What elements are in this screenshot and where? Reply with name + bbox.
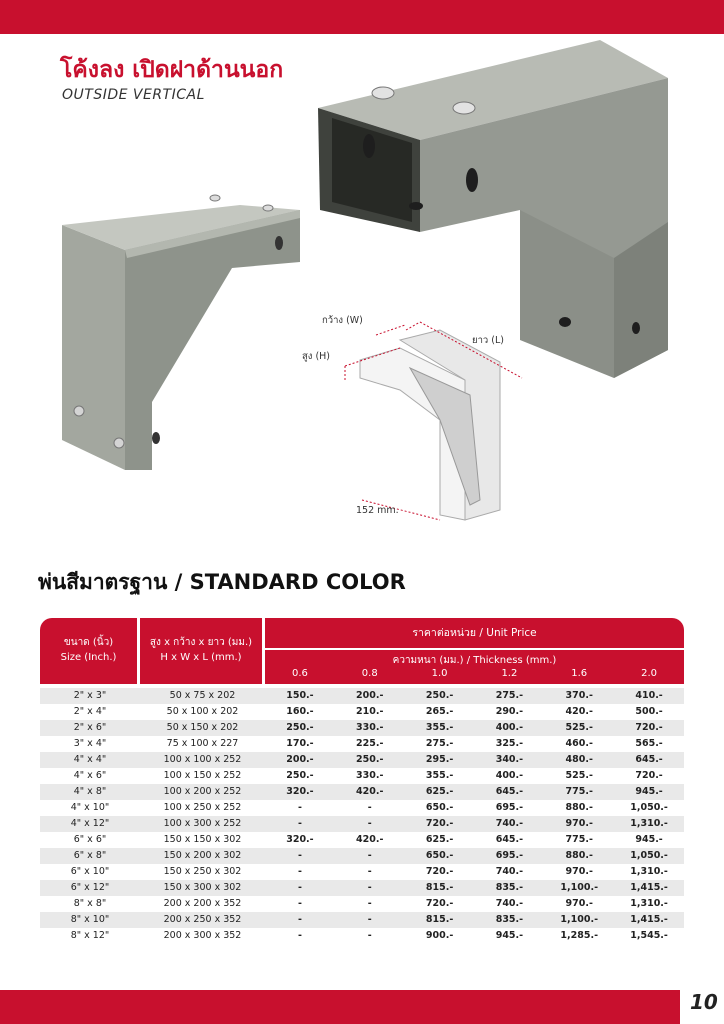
cell-price: 420.- [565, 706, 593, 717]
cell-price: 160.- [286, 706, 314, 717]
cell-price: 815.- [425, 914, 454, 925]
cell-price: 880.- [565, 850, 593, 861]
thickness-col: 0.6 [291, 668, 308, 679]
cell-dimension: 100 x 250 x 252 [163, 802, 242, 813]
thickness-col: 1.2 [501, 668, 518, 679]
table-row [40, 912, 684, 928]
cell-dimension: 50 x 75 x 202 [169, 690, 236, 701]
cell-price: - [297, 882, 302, 893]
cell-size: 4" x 10" [70, 802, 110, 813]
cell-price: 330.- [356, 722, 384, 733]
cell-price: 1,415.- [630, 914, 668, 925]
cell-price: - [367, 818, 372, 829]
cell-price: 200.- [356, 690, 384, 701]
table-row [40, 736, 684, 752]
cell-price: 340.- [495, 754, 524, 765]
cell-dimension: 150 x 150 x 302 [163, 834, 242, 845]
cell-price: 720.- [425, 898, 454, 909]
cell-price: 210.- [356, 706, 384, 717]
header-thickness [265, 650, 684, 684]
cell-price: 1,415.- [630, 882, 668, 893]
cell-price: - [297, 898, 302, 909]
cell-price: 275.- [495, 690, 524, 701]
cell-price: 645.- [495, 786, 524, 797]
cell-size: 2" x 3" [73, 690, 107, 701]
section-title: พ่นสีมาตรฐาน / STANDARD COLOR [38, 570, 406, 594]
cell-dimension: 200 x 250 x 352 [163, 914, 242, 925]
price-table [40, 618, 684, 944]
page-number: 10 [690, 990, 718, 1014]
cell-price: 565.- [635, 738, 663, 749]
cell-price: 720.- [635, 722, 663, 733]
cell-size: 4" x 8" [73, 786, 107, 797]
table-row [40, 880, 684, 896]
cell-dimension: 50 x 100 x 202 [166, 706, 239, 717]
cell-price: 400.- [495, 770, 524, 781]
cell-price: 1,050.- [630, 802, 668, 813]
cell-price: 740.- [495, 866, 524, 877]
header-dim-en: H x W x L (mm.) [160, 652, 242, 663]
cell-price: - [297, 914, 302, 925]
cell-price: 740.- [495, 818, 524, 829]
cell-price: 250.- [425, 690, 454, 701]
cell-price: 1,545.- [630, 930, 668, 941]
cell-price: 370.- [565, 690, 593, 701]
bottom-banner [0, 990, 680, 1024]
label-length: ยาว (L) [472, 335, 504, 346]
cell-price: 250.- [286, 770, 314, 781]
cell-price: 290.- [495, 706, 524, 717]
cell-price: 740.- [495, 898, 524, 909]
table-body [40, 688, 684, 944]
cell-price: 720.- [425, 866, 454, 877]
table-row [40, 864, 684, 880]
table-row [40, 832, 684, 848]
header-size-th: ขนาด (นิ้ว) [63, 637, 114, 648]
header-size-en: Size (Inch.) [60, 652, 117, 663]
cell-price: 250.- [286, 722, 314, 733]
cell-price: 150.- [286, 690, 314, 701]
cell-price: 945.- [635, 834, 663, 845]
cell-dimension: 150 x 200 x 302 [163, 850, 242, 861]
cell-price: 720.- [635, 770, 663, 781]
cell-size: 2" x 4" [73, 706, 107, 717]
label-height: สูง (H) [302, 351, 331, 362]
product-photo-small [62, 195, 300, 470]
cell-size: 8" x 10" [70, 914, 110, 925]
header-thickness-title: ความหนา (มม.) / Thickness (mm.) [392, 655, 557, 666]
cell-price: 250.- [356, 754, 384, 765]
cell-dimension: 150 x 300 x 302 [163, 882, 242, 893]
cell-size: 4" x 6" [73, 770, 107, 781]
page-title-en: OUTSIDE VERTICAL [62, 87, 205, 103]
cell-size: 4" x 12" [70, 818, 110, 829]
thickness-col: 1.0 [431, 668, 448, 679]
cell-price: - [367, 898, 372, 909]
cell-price: 645.- [635, 754, 663, 765]
cell-price: 265.- [425, 706, 454, 717]
table-row [40, 688, 684, 704]
cell-price: 695.- [495, 802, 524, 813]
cell-price: - [367, 882, 372, 893]
cell-price: 1,050.- [630, 850, 668, 861]
label-dimension: 152 mm. [356, 505, 399, 516]
cell-price: - [367, 850, 372, 861]
table-row [40, 928, 684, 944]
table-row [40, 800, 684, 816]
cell-price: 650.- [425, 802, 454, 813]
cell-price: 320.- [286, 786, 314, 797]
table-row [40, 768, 684, 784]
cell-price: 500.- [635, 706, 663, 717]
header-dimension [140, 618, 262, 684]
cell-price: - [367, 802, 372, 813]
cell-size: 8" x 8" [73, 898, 107, 909]
cell-price: 1,100.- [560, 882, 599, 893]
cell-price: 295.- [425, 754, 454, 765]
cell-price: 1,310.- [630, 818, 668, 829]
product-photo-large [318, 40, 668, 378]
cell-price: 900.- [425, 930, 454, 941]
cell-price: 945.- [495, 930, 524, 941]
cell-price: 775.- [565, 834, 593, 845]
cell-size: 3" x 4" [73, 738, 107, 749]
cell-price: 775.- [565, 786, 593, 797]
cell-price: 1,310.- [630, 898, 668, 909]
cell-size: 4" x 4" [73, 754, 107, 765]
cell-price: 835.- [495, 882, 524, 893]
cell-price: 525.- [565, 722, 593, 733]
cell-price: 1,285.- [560, 930, 599, 941]
cell-dimension: 100 x 200 x 252 [163, 786, 242, 797]
table-row [40, 896, 684, 912]
cell-price: 970.- [565, 866, 593, 877]
cell-price: 970.- [565, 898, 593, 909]
cell-price: 355.- [425, 770, 454, 781]
cell-price: - [367, 866, 372, 877]
cell-price: 400.- [495, 722, 524, 733]
label-width: กว้าง (W) [322, 315, 363, 326]
cell-price: 420.- [356, 786, 384, 797]
thickness-columns [265, 668, 684, 679]
cell-dimension: 50 x 150 x 202 [166, 722, 239, 733]
table-header [40, 618, 684, 684]
cell-price: - [297, 866, 302, 877]
cell-price: 170.- [286, 738, 314, 749]
cell-dimension: 200 x 200 x 352 [163, 898, 242, 909]
cell-dimension: 100 x 100 x 252 [163, 754, 242, 765]
header-size [40, 618, 137, 684]
cell-size: 6" x 6" [73, 834, 107, 845]
cell-price: 525.- [565, 770, 593, 781]
cell-price: 650.- [425, 850, 454, 861]
cell-price: 325.- [495, 738, 524, 749]
cell-price: 275.- [425, 738, 454, 749]
page-title-th: โค้งลง เปิดฝาด้านนอก [60, 57, 284, 83]
cell-price: 420.- [356, 834, 384, 845]
cell-price: - [297, 802, 302, 813]
cell-size: 2" x 6" [73, 722, 107, 733]
cell-price: 1,100.- [560, 914, 599, 925]
table-row [40, 704, 684, 720]
cell-size: 6" x 10" [70, 866, 110, 877]
cell-price: 625.- [425, 834, 454, 845]
cell-price: 720.- [425, 818, 454, 829]
cell-size: 6" x 12" [70, 882, 110, 893]
cell-price: 480.- [565, 754, 593, 765]
cell-price: - [367, 914, 372, 925]
cell-price: - [297, 930, 302, 941]
cell-price: 880.- [565, 802, 593, 813]
cell-price: 355.- [425, 722, 454, 733]
cell-dimension: 100 x 300 x 252 [163, 818, 242, 829]
cell-dimension: 150 x 250 x 302 [163, 866, 242, 877]
cell-price: 835.- [495, 914, 524, 925]
cell-price: 625.- [425, 786, 454, 797]
table-row [40, 784, 684, 800]
cell-price: 970.- [565, 818, 593, 829]
cell-price: - [297, 818, 302, 829]
cell-price: 200.- [286, 754, 314, 765]
cell-size: 6" x 8" [73, 850, 107, 861]
table-row [40, 752, 684, 768]
cell-dimension: 75 x 100 x 227 [166, 738, 239, 749]
cell-price: 645.- [495, 834, 524, 845]
table-row [40, 720, 684, 736]
cell-price: 320.- [286, 834, 314, 845]
thickness-col: 1.6 [571, 668, 588, 679]
cell-dimension: 100 x 150 x 252 [163, 770, 242, 781]
table-row [40, 848, 684, 864]
cell-price: - [297, 850, 302, 861]
dimension-diagram [345, 322, 522, 520]
cell-price: 945.- [635, 786, 663, 797]
thickness-col: 2.0 [641, 668, 657, 679]
cell-price: - [367, 930, 372, 941]
cell-price: 410.- [635, 690, 663, 701]
cell-price: 330.- [356, 770, 384, 781]
cell-size: 8" x 12" [70, 930, 110, 941]
cell-price: 225.- [356, 738, 384, 749]
header-dim-th: สูง x กว้าง x ยาว (มม.) [149, 637, 253, 648]
cell-price: 1,310.- [630, 866, 668, 877]
cell-price: 695.- [495, 850, 524, 861]
thickness-col: 0.8 [361, 668, 378, 679]
cell-dimension: 200 x 300 x 352 [163, 930, 242, 941]
table-row [40, 816, 684, 832]
cell-price: 460.- [565, 738, 593, 749]
header-unit-price: ราคาต่อหน่วย / Unit Price [265, 618, 684, 648]
cell-price: 815.- [425, 882, 454, 893]
